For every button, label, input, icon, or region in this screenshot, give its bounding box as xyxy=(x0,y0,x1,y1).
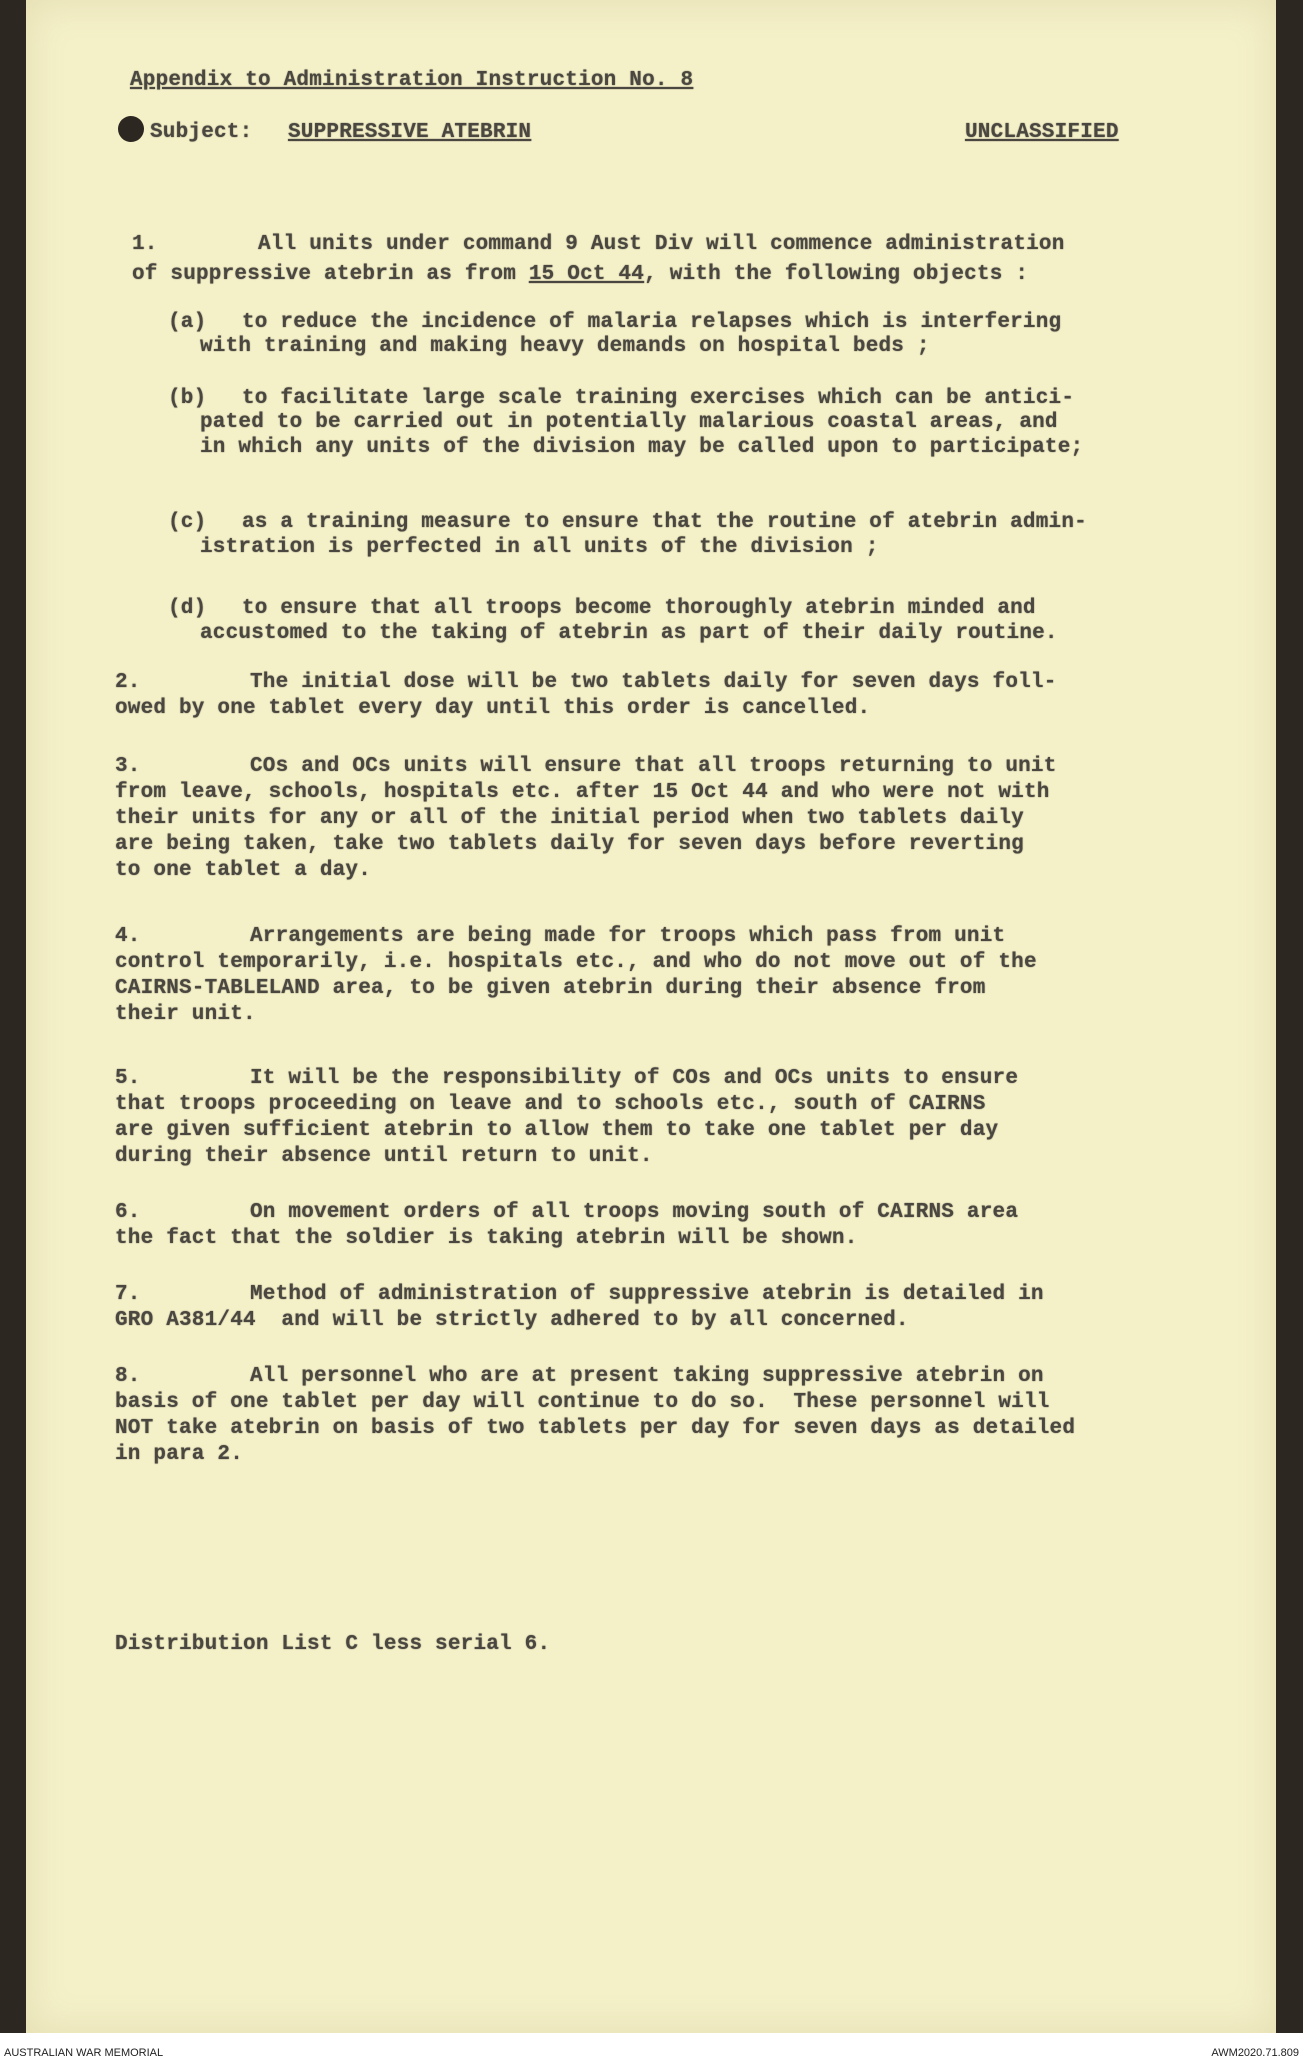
para-7-number: 7. xyxy=(115,1283,141,1306)
para-4-line-1: Arrangements are being made for troops which pass from unit xyxy=(250,925,1006,948)
para-8-number: 8. xyxy=(115,1365,141,1388)
para-5-line-4: during their absence until return to unit. xyxy=(115,1145,653,1168)
para-8-line-1: All personnel who are at present taking suppressive atebrin on xyxy=(250,1365,1044,1388)
para-4-line-3: CAIRNS-TABLELAND area, to be given atebrin during their absence from xyxy=(115,977,986,1000)
para-6-line-2: the fact that the soldier is taking atebrin will be shown. xyxy=(115,1227,858,1250)
para-5-line-2: that troops proceeding on leave and to schools etc., south of CAIRNS xyxy=(115,1093,986,1116)
para-4-line-4: their unit. xyxy=(115,1003,256,1026)
start-date: 15 Oct 44 xyxy=(528,263,645,286)
object-d-label: (d) xyxy=(168,597,207,620)
object-d-line-2: accustomed to the taking of atebrin as part of their daily routine. xyxy=(200,622,1058,645)
para-3-line-2: from leave, schools, hospitals etc. after 15 Oct 44 and who were not with xyxy=(115,781,1050,804)
para-8-line-2: basis of one tablet per day will continue to do so. These personnel will xyxy=(115,1391,1050,1414)
para-2-number: 2. xyxy=(115,671,141,694)
para-8-line-4: in para 2. xyxy=(115,1443,244,1466)
object-a-label: (a) xyxy=(168,311,207,334)
para-4-number: 4. xyxy=(115,925,141,948)
object-c-line-2: istration is perfected in all units of the division ; xyxy=(200,536,879,559)
object-b-line-3: in which any units of the division may be called upon to participate; xyxy=(200,436,1084,459)
subject-title: SUPPRESSIVE ATEBRIN xyxy=(288,121,532,144)
para-2-line-2: owed by one tablet every day until this order is cancelled. xyxy=(115,697,871,720)
para-3-line-1: COs and OCs units will ensure that all troops returning to unit xyxy=(250,755,1057,778)
para-5-line-1: It will be the responsibility of COs and OCs units to ensure xyxy=(250,1067,1019,1090)
object-b-line-2: pated to be carried out in potentially malarious coastal areas, and xyxy=(200,411,1058,434)
para-4-line-2: control temporarily, i.e. hospitals etc., and who do not move out of the xyxy=(115,951,1037,974)
para-3-line-5: to one tablet a day. xyxy=(115,859,372,882)
para-3-number: 3. xyxy=(115,755,141,778)
para-6-line-1: On movement orders of all troops moving south of CAIRNS area xyxy=(250,1201,1019,1224)
object-c-line-1: as a training measure to ensure that the routine of atebrin admin- xyxy=(242,511,1087,534)
object-c-label: (c) xyxy=(168,511,207,534)
para-5-line-3: are given sufficient atebrin to allow them to take one tablet per day xyxy=(115,1119,999,1142)
para-1-line-2: of suppressive atebrin as from 15 Oct 44, with the following objects : xyxy=(132,263,1029,286)
distribution-line: Distribution List C less serial 6. xyxy=(115,1633,551,1656)
object-d-line-1: to ensure that all troops become thoroughly atebrin minded and xyxy=(242,597,1036,620)
object-a-line-2: with training and making heavy demands on hospital beds ; xyxy=(200,335,930,358)
object-b-label: (b) xyxy=(168,387,207,410)
object-b-line-1: to facilitate large scale training exercises which can be antici- xyxy=(242,387,1075,410)
para-3-line-4: are being taken, take two tablets daily for seven days before reverting xyxy=(115,833,1024,856)
archive-footer xyxy=(0,2033,1303,2061)
appendix-heading: Appendix to Administration Instruction No. 8 xyxy=(130,69,694,92)
para-5-number: 5. xyxy=(115,1067,141,1090)
para-3-line-3: their units for any or all of the initial period when two tablets daily xyxy=(115,807,1024,830)
para-7-line-2: GRO A381/44 and will be strictly adhered to by all concerned. xyxy=(115,1309,909,1332)
archive-name: AUSTRALIAN WAR MEMORIAL xyxy=(4,2047,164,2059)
para-6-number: 6. xyxy=(115,1201,141,1224)
para-7-line-1: Method of administration of suppressive atebrin is detailed in xyxy=(250,1283,1044,1306)
para-1-number: 1. xyxy=(132,233,158,256)
punch-hole xyxy=(118,116,144,142)
para-2-line-1: The initial dose will be two tablets daily for seven days foll- xyxy=(250,671,1057,694)
subject-label: Subject: xyxy=(150,121,253,144)
object-a-line-1: to reduce the incidence of malaria relapses which is interfering xyxy=(242,311,1062,334)
archive-reference: AWM2020.71.809 xyxy=(1211,2047,1299,2059)
para-1-line-1: All units under command 9 Aust Div will commence administration xyxy=(258,233,1065,256)
para-8-line-3: NOT take atebrin on basis of two tablets per day for seven days as detailed xyxy=(115,1417,1076,1440)
classification-label: UNCLASSIFIED xyxy=(965,121,1119,144)
